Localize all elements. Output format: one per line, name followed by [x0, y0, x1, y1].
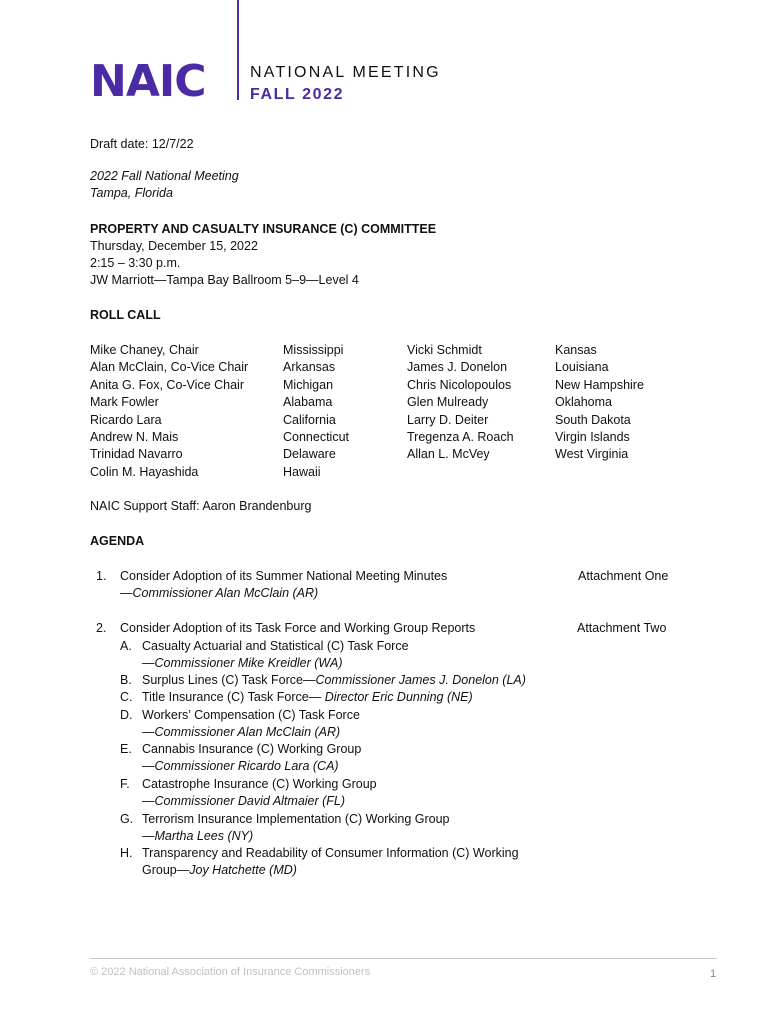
member-state: Oklahoma: [555, 395, 612, 410]
footer-copyright: © 2022 National Association of Insurance Commissioners: [90, 966, 371, 978]
page-number: 1: [710, 968, 717, 980]
member-name: Ricardo Lara: [90, 412, 162, 427]
sub-item-text: Workers’ Compensation (C) Task Force: [142, 708, 360, 722]
member-state: Virgin Islands: [555, 430, 630, 445]
member-name: James J. Donelon: [407, 360, 508, 375]
agenda-heading: AGENDA: [90, 534, 145, 548]
agenda-item-text: Consider Adoption of its Task Force and Working Group Reports: [120, 621, 476, 635]
meeting-venue: JW Marriott—Tampa Bay Ballroom 5–9—Level 4: [90, 273, 359, 287]
member-state: Connecticut: [283, 430, 350, 445]
meeting-time: 2:15 – 3:30 p.m.: [90, 256, 181, 270]
sub-item-text: Casualty Actuarial and Statistical (C) Task Force: [142, 639, 409, 653]
meeting-name: 2022 Fall National Meeting: [90, 169, 239, 183]
member-state: Arkansas: [283, 360, 336, 375]
member-name: Colin M. Hayashida: [90, 464, 199, 479]
sub-item-presenter: —Commissioner Ricardo Lara (CA): [142, 759, 339, 773]
member-name: Mark Fowler: [90, 395, 159, 410]
sub-item-text: Transparency and Readability of Consumer Information (C) Working: [142, 846, 519, 860]
sub-item-presenter: —Commissioner Alan McClain (AR): [142, 725, 341, 739]
support-staff: NAIC Support Staff: Aaron Brandenburg: [90, 499, 312, 513]
agenda-item-number: 2.: [96, 621, 107, 635]
member-name: Andrew N. Mais: [90, 430, 179, 445]
sub-item-line: [142, 862, 297, 879]
member-name: Alan McClain, Co-Vice Chair: [90, 360, 249, 375]
footer-divider: [90, 958, 717, 959]
page-header: [90, 0, 490, 110]
sub-item-letter: G.: [120, 812, 134, 826]
attachment-label: Attachment Two: [577, 621, 667, 635]
sub-item-presenter: — Director Eric Dunning (NE): [308, 690, 473, 704]
member-state: Alabama: [283, 395, 333, 410]
sub-item-letter: F.: [120, 777, 130, 791]
member-state: Louisiana: [555, 360, 609, 375]
sub-item-line: [142, 672, 526, 689]
roll-call-names-right: [407, 342, 514, 464]
sub-item-text: Catastrophe Insurance (C) Working Group: [142, 777, 377, 791]
member-name: Larry D. Deiter: [407, 412, 489, 427]
sub-item-text: Cannabis Insurance (C) Working Group: [142, 742, 362, 756]
member-name: Anita G. Fox, Co-Vice Chair: [90, 377, 244, 392]
sub-item-letter: C.: [120, 690, 133, 704]
member-state: New Hampshire: [555, 377, 644, 392]
roll-call-states-right: [555, 342, 644, 464]
member-name: Trinidad Navarro: [90, 447, 183, 462]
member-state: Hawaii: [283, 464, 321, 479]
sub-item-presenter: —Martha Lees (NY): [142, 829, 254, 843]
sub-item-letter: E.: [120, 742, 132, 756]
member-name: Tregenza A. Roach: [407, 430, 514, 445]
member-state: Kansas: [555, 343, 597, 357]
sub-item-presenter: —Commissioner Mike Kreidler (WA): [142, 656, 343, 670]
attachment-label: Attachment One: [578, 569, 669, 583]
meeting-title: NATIONAL MEETING: [250, 64, 441, 81]
member-name: Chris Nicolopoulos: [407, 377, 512, 392]
agenda-item-presenter: —Commissioner Alan McClain (AR): [120, 586, 319, 600]
roll-call-states-left: [283, 342, 349, 481]
sub-item-text: Group: [142, 863, 177, 877]
member-state: Delaware: [283, 447, 336, 462]
sub-item-text: Terrorism Insurance Implementation (C) Working Group: [142, 812, 450, 826]
roll-call-heading: ROLL CALL: [90, 308, 161, 322]
sub-item-text: Surplus Lines (C) Task Force: [142, 673, 303, 687]
agenda-item-text: Consider Adoption of its Summer National Meeting Minutes: [120, 569, 448, 583]
member-name: Allan L. McVey: [407, 447, 490, 462]
member-name: Glen Mulready: [407, 395, 489, 410]
header-divider: [237, 0, 239, 100]
member-name: Mike Chaney, Chair: [90, 343, 199, 357]
committee-title: PROPERTY AND CASUALTY INSURANCE (C) COMMITTEE: [90, 222, 437, 236]
roll-call-names-left: [90, 342, 248, 481]
sub-item-presenter: —Commissioner James J. Donelon (LA): [302, 673, 526, 687]
member-name: Vicki Schmidt: [407, 343, 482, 357]
sub-item-presenter: —Commissioner David Altmaier (FL): [142, 794, 346, 808]
member-state: South Dakota: [555, 412, 631, 427]
sub-item-line: [142, 689, 473, 706]
sub-item-letter: D.: [120, 708, 133, 722]
sub-item-letter: B.: [120, 673, 132, 687]
sub-item-letter: A.: [120, 639, 132, 653]
member-state: West Virginia: [555, 447, 629, 462]
sub-item-letter: H.: [120, 846, 133, 860]
meeting-location: Tampa, Florida: [90, 186, 173, 200]
sub-item-text: Title Insurance (C) Task Force: [142, 690, 309, 704]
member-state: Michigan: [283, 377, 334, 392]
sub-item-presenter: —Joy Hatchette (MD): [176, 863, 297, 877]
agenda-item-number: 1.: [96, 569, 107, 583]
meeting-date: Thursday, December 15, 2022: [90, 239, 258, 253]
member-state: California: [283, 412, 336, 427]
naic-logo: NAIC: [90, 56, 206, 107]
meeting-season: FALL 2022: [250, 86, 345, 103]
member-state: Mississippi: [283, 343, 344, 357]
draft-date: Draft date: 12/7/22: [90, 137, 194, 151]
